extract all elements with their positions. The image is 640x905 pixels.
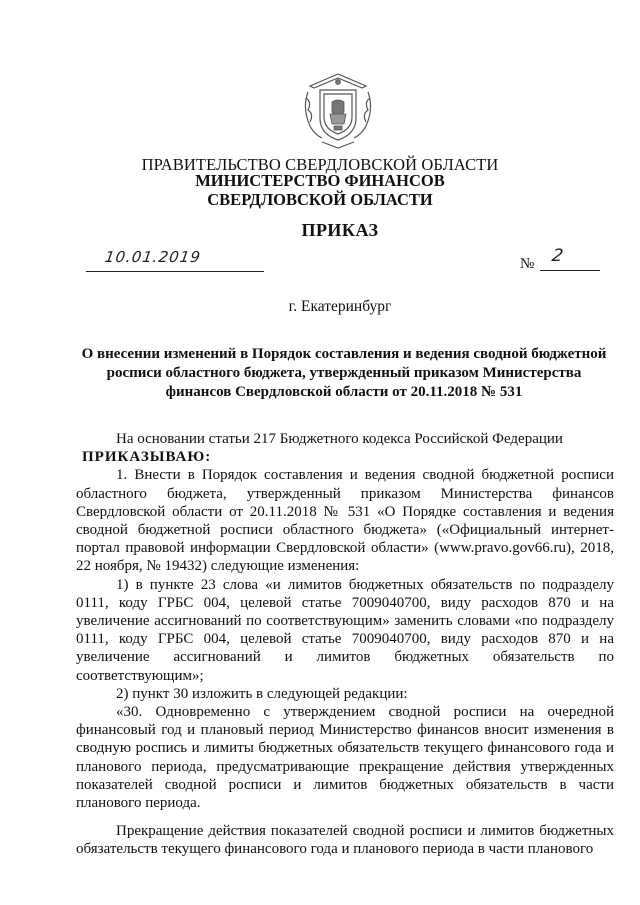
government-name: ПРАВИТЕЛЬСТВО СВЕРДЛОВСКОЙ ОБЛАСТИ bbox=[141, 155, 499, 174]
coat-of-arms-emblem bbox=[300, 68, 376, 150]
document-body bbox=[76, 430, 614, 859]
number-sign: № bbox=[520, 256, 535, 272]
document-date: 10.01.2019 bbox=[103, 248, 203, 266]
ministry-name-line2: СВЕРДЛОВСКОЙ ОБЛАСТИ bbox=[207, 190, 433, 209]
quote-paragraph-1: «30. Одновременно с утверждением сводной росписи на очередной финансовый год и плановый период Министерство финансов вносит изменения в сводную роспись и лимиты бюджетных обязательств текущего финансового года и планового периода, предусматривающие прекращение действия утвержденных показателей сводной росписи и лимитов бюджетных обязательств в части планового периода. bbox=[76, 704, 614, 812]
number-underline bbox=[540, 270, 600, 271]
item-1-paragraph: 1. Внести в Порядок составления и ведения сводной бюджетной росписи областного бюджета, утвержденный приказом Министерства финансов Свердловской области от 20.11.2018 № 531 «О Порядке составления и ведения сводной бюджетной росписи областного бюджета» («Официальный интернет-портал правовой информации Свердловской области» (www.pravo.gov66.ru), 2018, 22 ноября, № 19432) следующие изменения: bbox=[76, 467, 614, 575]
item-1-2-paragraph: 2) пункт 30 изложить в следующей редакции: bbox=[116, 685, 408, 702]
basis-paragraph: На основании статьи 217 Бюджетного кодекса Российской Федерации bbox=[116, 431, 563, 447]
document-subject: О внесении изменений в Порядок составления и ведения сводной бюджетной росписи областного бюджета, утвержденный приказом Министерства финансов Свердловской области от 20.11.2018 № 531 bbox=[81, 346, 607, 400]
document-number: 2 bbox=[550, 246, 565, 266]
orders-heading: ПРИКАЗЫВАЮ: bbox=[82, 449, 212, 466]
date-underline bbox=[86, 270, 264, 272]
document-city: г. Екатеринбург bbox=[288, 298, 392, 315]
document-type: ПРИКАЗ bbox=[301, 220, 379, 240]
ministry-name-line1: МИНИСТЕРСТВО ФИНАНСОВ bbox=[195, 171, 445, 190]
item-1-1-paragraph: 1) в пункте 23 слова «и лимитов бюджетных обязательств по подразделу 0111, коду ГРБС 004, целевой статье 7009040700, виду расходов 870 и на увеличение ассигнований по соответствующим» заменить словами «по подразделу 0111, коду ГРБС 004, целевой статье 7009040700, виду расходов 870 и на увеличение ассигнований и лимитов бюджетных обязательств по соответствующим»; bbox=[76, 576, 614, 684]
quote-paragraph-2: Прекращение действия показателей сводной росписи и лимитов бюджетных обязательств текущего финансового года и планового периода в части планового bbox=[76, 823, 614, 858]
